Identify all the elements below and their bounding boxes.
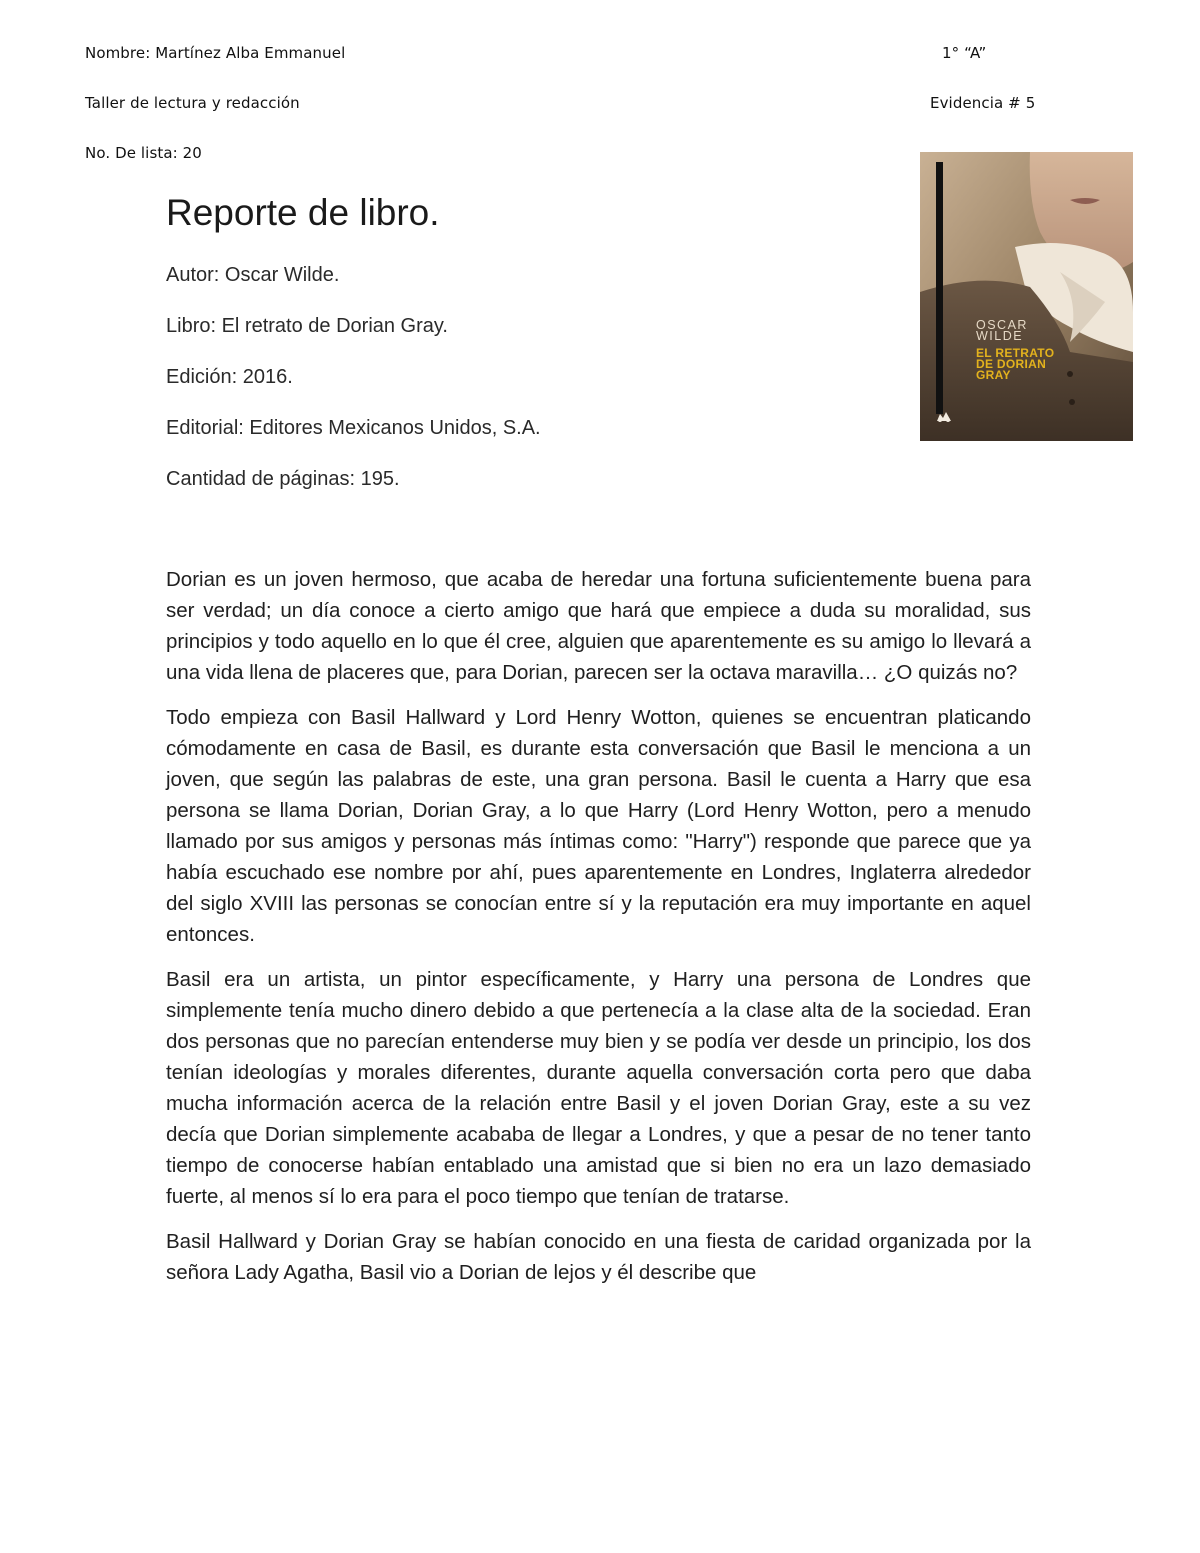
book-title: Libro: El retrato de Dorian Gray. xyxy=(166,315,448,337)
paragraph: Basil era un artista, un pintor específicamente, y Harry una persona de Londres que simplemente tenía mucho dinero debido a que pertenecía a la clase alta de la sociedad. Eran dos personas que no parecían entenderse muy bien y se podía ver desde un principio, los dos tenían ideologías y morales diferentes, durante aquella conversación corta pero que daba mucha información acerca de la relación entre Basil y el joven Dorian Gray, este a su vez decía que Dorian simplemente acababa de llegar a Londres, y que a pesar de no tener tanto tiempo de conocerse habían entablado una amistad que si bien no era un lazo demasiado fuerte, al menos sí lo era para el poco tiempo que tenían de tratarse. xyxy=(166,968,1031,1208)
paragraph: Dorian es un joven hermoso, que acaba de heredar una fortuna suficientemente buena para ser verdad; un día conoce a cierto amigo que hará que empiece a duda su moralidad, sus principios y todo aquello en lo que él cree, alguien que aparentemente es su amigo lo llevará a una vida llena de placeres que, para Dorian, parecen ser la octava maravilla… ¿O quizás no? xyxy=(166,568,1031,684)
cover-artwork xyxy=(920,152,1133,441)
cover-author-text: OSCAR WILDE xyxy=(976,318,1028,343)
book-publisher: Editorial: Editores Mexicanos Unidos, S.A. xyxy=(166,417,541,439)
paragraph: Todo empieza con Basil Hallward y Lord Henry Wotton, quienes se encuentran platicando cómodamente en casa de Basil, es durante esta conversación que Basil le menciona a un joven, que según las palabras de este, una gran persona. Basil le cuenta a Harry que esa persona se llama Dorian, Dorian Gray, a lo que Harry (Lord Henry Wotton, pero a menudo llamado por sus amigos y personas más íntimas como: "Harry") responde que parece que ya había escuchado ese nombre por ahí, pues aparentemente en Londres, Inglaterra alrededor del siglo XVIII las personas se conocían entre sí y la reputación era muy importante en aquel entonces. xyxy=(166,706,1031,946)
cover-title-text: EL RETRATO DE DORIAN GRAY xyxy=(976,346,1055,382)
group-label: 1° “A” xyxy=(942,44,987,62)
book-pages: Cantidad de páginas: 195. xyxy=(166,468,400,490)
student-name: Nombre: Martínez Alba Emmanuel xyxy=(85,44,346,62)
book-cover-image xyxy=(920,152,1133,441)
book-author: Autor: Oscar Wilde. xyxy=(166,264,340,286)
publisher-logo-icon xyxy=(936,410,952,422)
subject-label: Taller de lectura y redacción xyxy=(85,94,300,112)
report-body xyxy=(166,564,1031,1302)
book-edition: Edición: 2016. xyxy=(166,366,293,388)
paragraph: Basil Hallward y Dorian Gray se habían conocido en una fiesta de caridad organizada por la señora Lady Agatha, Basil vio a Dorian de lejos y él describe que xyxy=(166,1230,1031,1284)
list-number-label: No. De lista: 20 xyxy=(85,144,202,162)
evidence-label: Evidencia # 5 xyxy=(930,94,1036,112)
page-title: Reporte de libro. xyxy=(166,192,440,233)
